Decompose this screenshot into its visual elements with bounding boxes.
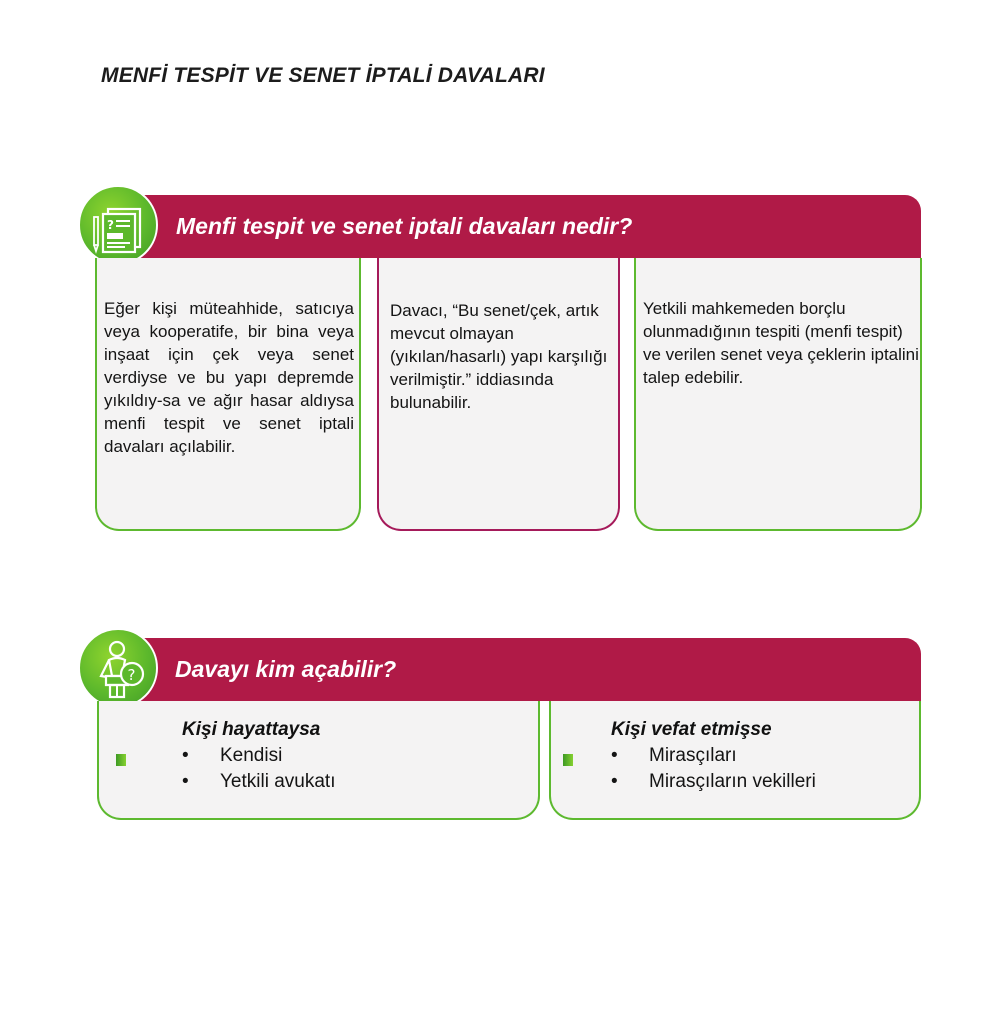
card-text: Eğer kişi müteahhide, satıcıya veya kooperatife, bir bina veya inşaat için çek veya senet verdiyse ve bu yapı depremde yıkıldıy-sa ve ağır hasar aldıysa menfi tespit ve senet iptali davaları açılabilir. bbox=[104, 299, 354, 456]
card-text: Yetkili mahkemeden borçlu olunmadığının tespiti (menfi tespit) ve verilen senet veya çeklerin iptalini talep edebilir. bbox=[643, 299, 919, 387]
section-heading: Davayı kim açabilir? bbox=[175, 656, 397, 682]
bullet-dot-icon: • bbox=[611, 745, 618, 766]
section-header-bar bbox=[97, 195, 921, 258]
group-heading: Kişi hayattaysa bbox=[182, 719, 321, 740]
document-question-icon bbox=[78, 185, 158, 265]
section-header-bar bbox=[97, 638, 921, 701]
bullet-dot-icon: • bbox=[182, 745, 189, 766]
page-title: MENFİ TESPİT VE SENET İPTALİ DAVALARI bbox=[101, 64, 545, 87]
group-card bbox=[97, 701, 540, 820]
card-text: Davacı, “Bu senet/çek, artık mevcut olmayan (yıkılan/hasarlı) yapı karşılığı verilmiştir.” iddiasında bulunabilir. bbox=[390, 301, 608, 412]
person-question-icon bbox=[78, 628, 158, 708]
bullet-square-icon bbox=[563, 754, 573, 766]
list-item: • Mirasçıları bbox=[611, 743, 816, 769]
list-item: • Yetkili avukatı bbox=[182, 769, 335, 795]
svg-text:?: ? bbox=[127, 666, 136, 684]
svg-text:?: ? bbox=[107, 218, 114, 232]
info-card bbox=[95, 258, 361, 531]
bullet-square-icon bbox=[116, 754, 126, 766]
group-heading: Kişi vefat etmişse bbox=[611, 719, 772, 740]
section-heading: Menfi tespit ve senet iptali davaları nedir? bbox=[176, 213, 633, 239]
list-item: • Kendisi bbox=[182, 743, 335, 769]
info-card bbox=[634, 258, 922, 531]
info-card bbox=[377, 258, 620, 531]
bullet-dot-icon: • bbox=[182, 771, 189, 792]
bullet-dot-icon: • bbox=[611, 771, 618, 792]
bullet-list bbox=[611, 743, 816, 795]
group-card bbox=[549, 701, 921, 820]
list-item: • Mirasçıların vekilleri bbox=[611, 769, 816, 795]
bullet-list bbox=[182, 743, 335, 795]
